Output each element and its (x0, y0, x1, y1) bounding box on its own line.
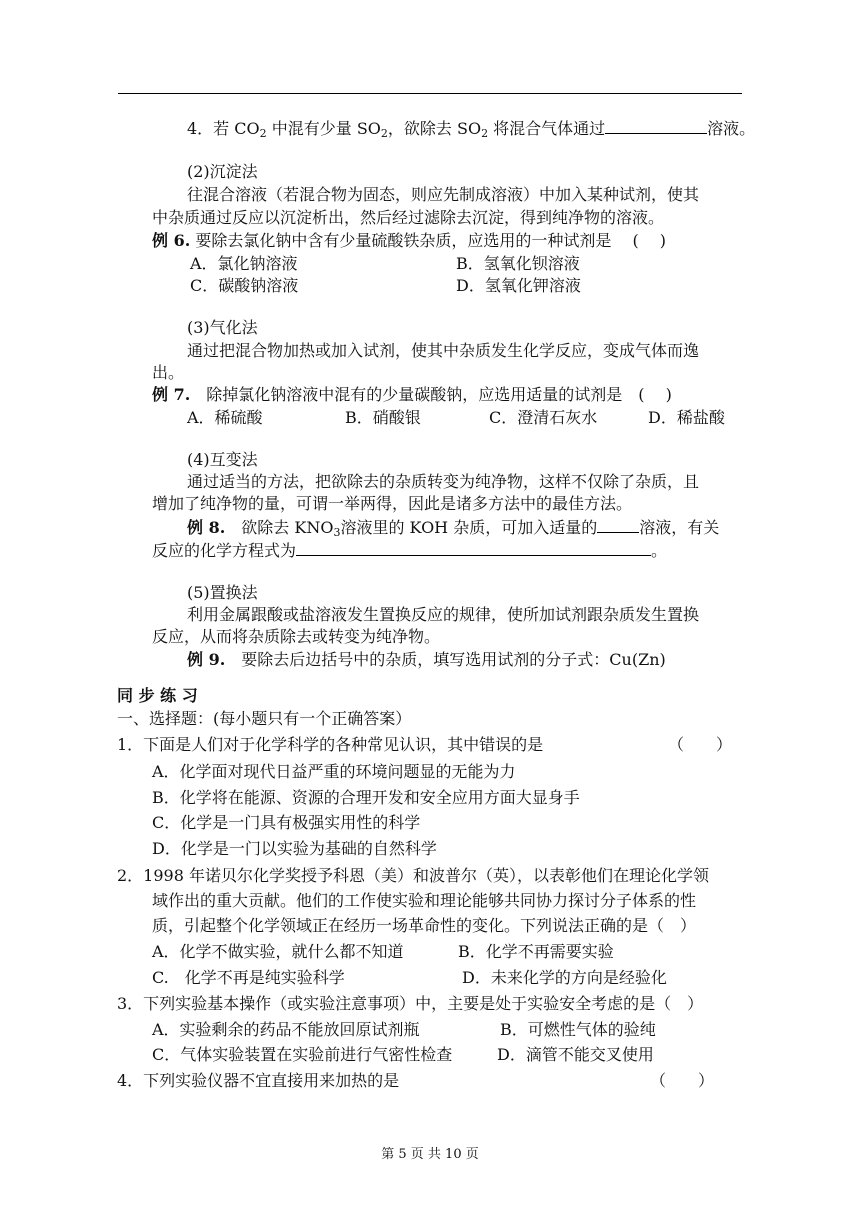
page-footer: 第 5 页 共 10 页 (381, 1147, 479, 1162)
option: C．碳酸钠溶液 (190, 276, 299, 295)
example-8-line2: 反应的化学方程式为 。 (152, 541, 668, 560)
section-title: (4)互变法 (187, 450, 258, 469)
option: A．稀硫酸 (187, 408, 263, 427)
option: A．化学面对现代日益严重的环境问题显的无能为力 (152, 762, 516, 781)
example-6: 例 6. 要除去氯化钠中含有少量硫酸铁杂质，应选用的一种试剂是 ( ) (152, 231, 667, 250)
option: B．氢氧化钡溶液 (456, 254, 580, 273)
option: C．气体实验装置在实验前进行气密性检查 (152, 1045, 453, 1064)
option: C. 化学不再是纯实验科学 (152, 968, 345, 987)
option: D．氢氧化钾溶液 (456, 276, 581, 295)
header-rule (118, 93, 742, 94)
section-title: (3)气化法 (187, 318, 258, 337)
practice-subheading: 一、选择题：(每小题只有一个正确答案） (117, 709, 412, 728)
paragraph-line: 反应，从而将杂质除去或转变为纯净物。 (152, 627, 441, 646)
answer-blank[interactable] (597, 517, 639, 533)
option: A．实验剩余的药品不能放回原试剂瓶 (152, 1020, 420, 1039)
paragraph-line: 出。 (152, 363, 185, 382)
option: B．化学不再需要实验 (458, 942, 614, 961)
option: A．氯化钠溶液 (190, 254, 298, 273)
option: D．滴管不能交叉使用 (497, 1045, 654, 1064)
equation-blank[interactable] (296, 540, 651, 556)
example-8: 例 8. 欲除去 $KNO_3$溶液里的 KOH 杂质，可加入适量的 溶液，有关 (187, 518, 720, 539)
paragraph-line: 中杂质通过反应以沉淀析出，然后经过滤除去沉淀，得到纯净物的溶液。 (152, 208, 665, 227)
paragraph-line: 增加了纯净物的量，可谓一举两得，因此是诸多方法中的最佳方法。 (152, 494, 633, 513)
option: A．化学不做实验，就什么都不知道 (152, 942, 404, 961)
example-9: 例 9. 要除去后边括号中的杂质，填写选用试剂的分子式：Cu(Zn) (187, 650, 666, 669)
practice-heading: 同 步 练 习 (117, 686, 198, 705)
section-title: (2)沉淀法 (187, 162, 258, 181)
paragraph-line: 往混合溶液（若混合物为固态，则应先制成溶液）中加入某种试剂，使其 (187, 185, 700, 204)
question-1: 1．下面是人们对于化学科学的各种常见认识，其中错误的是 (117, 735, 544, 754)
question-2: 2．1998 年诺贝尔化学奖授予科恩（美）和波普尔（英），以表彰他们在理论化学领 (117, 866, 709, 885)
question-2-cont: 质，引起整个化学领域正在经历一场革命性的变化。下列说法正确的是（ ） (152, 916, 697, 935)
item-4: 4．若 $CO_2$ 中混有少量 $SO_2$，欲除去 $SO_2$ 将混合气体通过 溶液。 (187, 119, 756, 140)
paragraph-line: 通过适当的方法，把欲除去的杂质转变为纯净物，这样不仅除了杂质，且 (187, 472, 700, 491)
option: C．化学是一门具有极强实用性的科学 (152, 813, 421, 832)
option: D．未来化学的方向是经验化 (462, 968, 667, 987)
example-7: 例 7. 除掉氯化钠溶液中混有的少量碳酸钠，应选用适量的试剂是 ( ) (152, 385, 672, 404)
option: D．稀盐酸 (648, 408, 725, 427)
question-3: 3．下列实验基本操作（或实验注意事项）中，主要是处于实验安全考虑的是（ ） (117, 994, 704, 1013)
paragraph-line: 利用金属跟酸或盐溶液发生置换反应的规律，使所加试剂跟杂质发生置换 (187, 605, 700, 624)
paragraph-line: 通过把混合物加热或加入试剂，使其中杂质发生化学反应，变成气体而逸 (187, 341, 700, 360)
question-4: 4．下列实验仪器不宜直接用来加热的是 (117, 1071, 400, 1090)
option: B．可燃性气体的验纯 (500, 1020, 656, 1039)
answer-blank[interactable] (605, 118, 707, 134)
question-2-cont: 域作出的重大贡献。他们的工作使实验和理论能够共同协力探讨分子体系的性 (152, 891, 697, 910)
option: B．硝酸银 (345, 408, 421, 427)
option: C．澄清石灰水 (489, 408, 598, 427)
answer-paren[interactable]: （ ） (650, 1071, 715, 1090)
option: B．化学将在能源、资源的合理开发和安全应用方面大显身手 (152, 788, 580, 807)
section-title: (5)置换法 (187, 583, 258, 602)
option: D．化学是一门以实验为基础的自然科学 (152, 839, 437, 858)
answer-paren[interactable]: （ ） (668, 735, 733, 754)
